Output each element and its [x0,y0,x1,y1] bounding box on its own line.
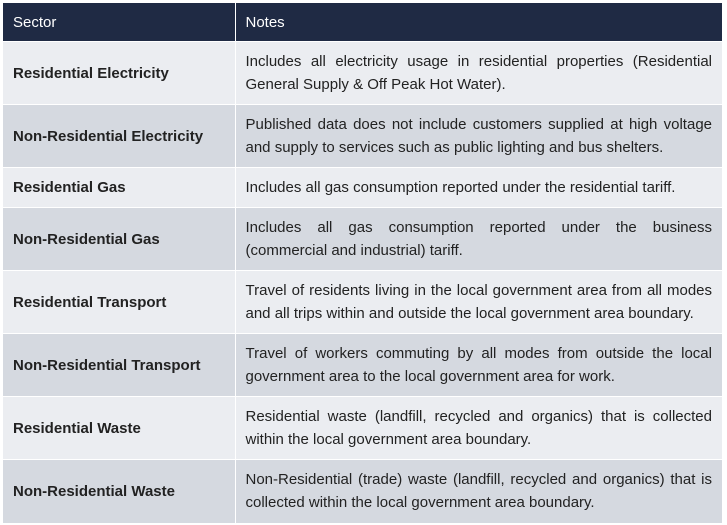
table-row [3,271,722,334]
sector-notes-table [3,3,722,523]
table-row [3,208,722,271]
sector-cell: Non-Residential Transport [3,334,235,397]
notes-cell: Includes all gas consumption reported under the residential tariff. [235,168,722,208]
notes-cell: Includes all gas consumption reported under the business (commercial and industrial) tariff. [235,208,722,271]
sector-cell: Residential Waste [3,397,235,460]
table-row [3,168,722,208]
notes-cell: Includes all electricity usage in residential properties (Residential General Supply & Off Peak Hot Water). [235,42,722,105]
table-header-row [3,3,722,42]
notes-cell: Published data does not include customers supplied at high voltage and supply to services such as public lighting and bus shelters. [235,105,722,168]
sector-cell: Residential Electricity [3,42,235,105]
table-row [3,460,722,523]
notes-cell: Travel of workers commuting by all modes from outside the local government area to the local government area for work. [235,334,722,397]
column-header-sector: Sector [3,3,235,42]
table-row [3,334,722,397]
notes-cell: Residential waste (landfill, recycled and organics) that is collected within the local government area boundary. [235,397,722,460]
sector-cell: Non-Residential Gas [3,208,235,271]
sector-cell: Non-Residential Electricity [3,105,235,168]
table-row [3,105,722,168]
sector-cell: Residential Transport [3,271,235,334]
column-header-notes: Notes [235,3,722,42]
sector-cell: Non-Residential Waste [3,460,235,523]
table-row [3,397,722,460]
notes-cell: Non-Residential (trade) waste (landfill, recycled and organics) that is collected within the local government area boundary. [235,460,722,523]
table-row [3,42,722,105]
sector-cell: Residential Gas [3,168,235,208]
notes-cell: Travel of residents living in the local government area from all modes and all trips within and outside the local government area boundary. [235,271,722,334]
